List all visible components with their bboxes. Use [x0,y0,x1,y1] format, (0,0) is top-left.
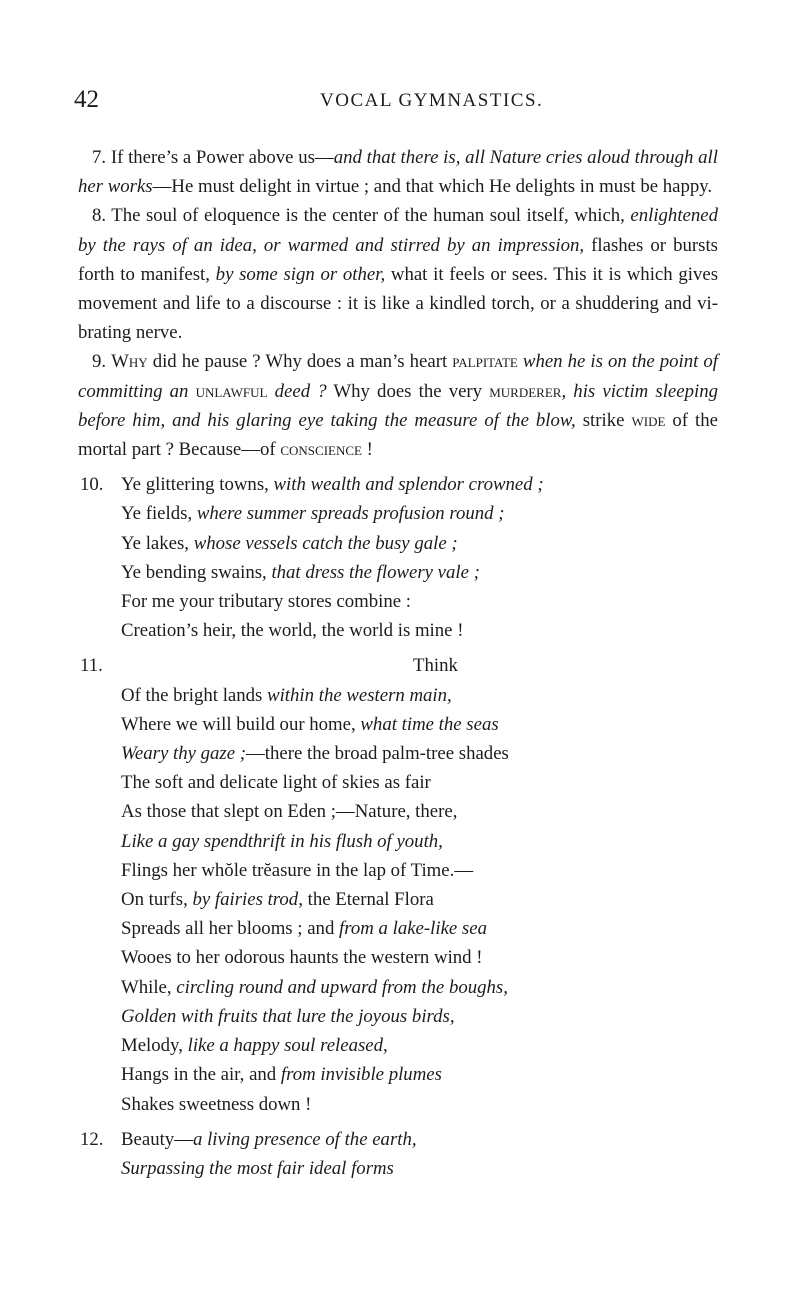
verse-line [78,1002,718,1031]
verse-line [78,616,718,645]
small-caps-text: murderer, [489,380,567,402]
italic-text: Like a gay spendthrift in his flush of youth, [121,830,443,852]
small-caps-text: palpitate [452,351,518,373]
text-run: flashes or bursts forth to manifest, [78,234,718,285]
verse-line [78,499,718,528]
verse-number: 10. [80,474,104,496]
text-run: Flings her whŏle trĕasure in the lap of Time.— [121,859,474,881]
verse-number: 11. [80,655,103,677]
numbered-paragraph [78,143,718,201]
italic-text: by fairies trod, [192,889,303,911]
italic-text: where summer spreads profusion round ; [196,503,505,525]
italic-text: within the western main, [267,684,452,706]
italic-text: when he is on the point of committing an [78,351,719,402]
italic-text: a living presence of the earth, [192,1128,417,1150]
text-run: For me your tributary stores combine : [121,591,412,613]
text-run: Hangs in the air, and [121,1064,281,1086]
verse-line [78,681,718,710]
verse-line [78,558,718,587]
italic-text: and that there is, all Nature cries aloud through all her works [78,147,718,198]
text-run: what it feels or sees. This it is which gives movement and life to a discourse : it is like a kindled torch, or a shuddering and vi-brating nerve. [78,263,719,344]
small-caps-text: Why [111,351,148,373]
text-run: On turfs, [121,889,193,911]
text-run: of the mortal part ? Because—of [78,409,718,461]
text-run: the Eternal Flora [302,889,434,911]
text-run: did he pause ? Why does a man’s heart [147,351,453,373]
verse-number: 12. [80,1128,104,1150]
text-run: Think [413,655,458,677]
text-run: Shakes sweetness down ! [121,1093,312,1115]
italic-text: Weary thy gaze ; [121,743,247,765]
paragraph-number: 8. [92,205,107,227]
verse-line [78,856,718,885]
text-run: Where we will build our home, [121,713,361,735]
verse-line [78,1154,718,1183]
text-run [188,381,195,402]
italic-text: what time the seas [360,713,499,735]
verse-line [78,1031,718,1060]
page-body [78,143,718,1183]
italic-text: Surpassing the most fair ideal forms [121,1157,394,1179]
verse-block [78,1125,718,1183]
text-run: Of the bright lands [121,684,268,706]
italic-text: from invisible plumes [280,1064,442,1086]
italic-text: Golden with fruits that lure the joyous birds, [121,1005,455,1027]
verse-line [78,1060,718,1089]
italic-text: his victim sleeping before him, and his glaring eye taking the measure of the blow, [78,380,718,431]
verse-block [78,470,718,645]
text-run [267,381,274,402]
verse-line [78,1090,718,1119]
text-run: Wooes to her odorous haunts the western wind ! [121,947,483,969]
text-run: If there’s a Power above us— [106,147,334,168]
text-run: Ye glittering towns, [121,474,274,496]
text-run: Creation’s heir, the world, the world is mine ! [121,620,464,642]
text-run: While, [121,976,177,998]
paragraph-number: 9. [92,351,107,373]
italic-text: enlightened by the rays of an idea, or warmed and stirred by an impression, [78,205,718,256]
verse-line [78,470,718,499]
verse-line [78,587,718,616]
verse-line [78,651,718,680]
verse-line [78,1125,718,1154]
verse-line [78,914,718,943]
italic-text: by some sign or other, [215,263,386,285]
text-run: Ye bending swains, [121,561,272,583]
text-run: The soul of eloquence is the center of the human soul itself, which, [106,205,631,227]
small-caps-text: unlawful [195,380,268,402]
small-caps-text: conscience [280,439,362,461]
italic-text: like a happy soul released, [187,1035,388,1057]
text-run: Spreads all her blooms ; and [121,918,340,940]
verse-line [78,797,718,826]
numbered-paragraph [78,201,718,347]
italic-text: deed ? [274,380,327,402]
running-title: VOCAL GYMNASTICS. [320,90,544,111]
verse-line [78,768,718,797]
text-run: Melody, [121,1035,188,1057]
text-run: As those that slept on Eden ;—Nature, there, [121,801,458,823]
italic-text: with wealth and splendor crowned ; [273,474,544,496]
italic-text: whose vessels catch the busy gale ; [193,532,458,554]
text-run: —He must delight in virtue ; and that which He delights in must be happy. [152,176,713,198]
text-run: Ye fields, [121,503,197,525]
text-run: The soft and delicate light of skies as fair [121,772,431,794]
small-caps-text: wide [631,409,666,431]
verse-line [78,973,718,1002]
verse-line [78,943,718,972]
italic-text: that dress the flowery vale ; [271,561,480,583]
text-run: ! [361,439,373,461]
verse-line [78,885,718,914]
verse-line [78,529,718,558]
text-run: —there the broad palm-tree shades [246,743,509,765]
page-number: 42 [74,86,99,113]
verse-line [78,739,718,768]
verse-block [78,651,718,1118]
italic-text: from a lake-like sea [339,918,487,940]
verse-line [78,710,718,739]
text-run: Why does the very [326,380,490,402]
numbered-paragraph [78,347,718,464]
paragraph-number: 7. [92,147,107,168]
text-run: Ye lakes, [121,532,194,554]
verse-line [78,827,718,856]
page-header [0,86,800,120]
text-run: Beauty— [121,1128,193,1150]
italic-text: circling round and upward from the boughs, [176,976,508,998]
text-run: strike [575,409,632,431]
